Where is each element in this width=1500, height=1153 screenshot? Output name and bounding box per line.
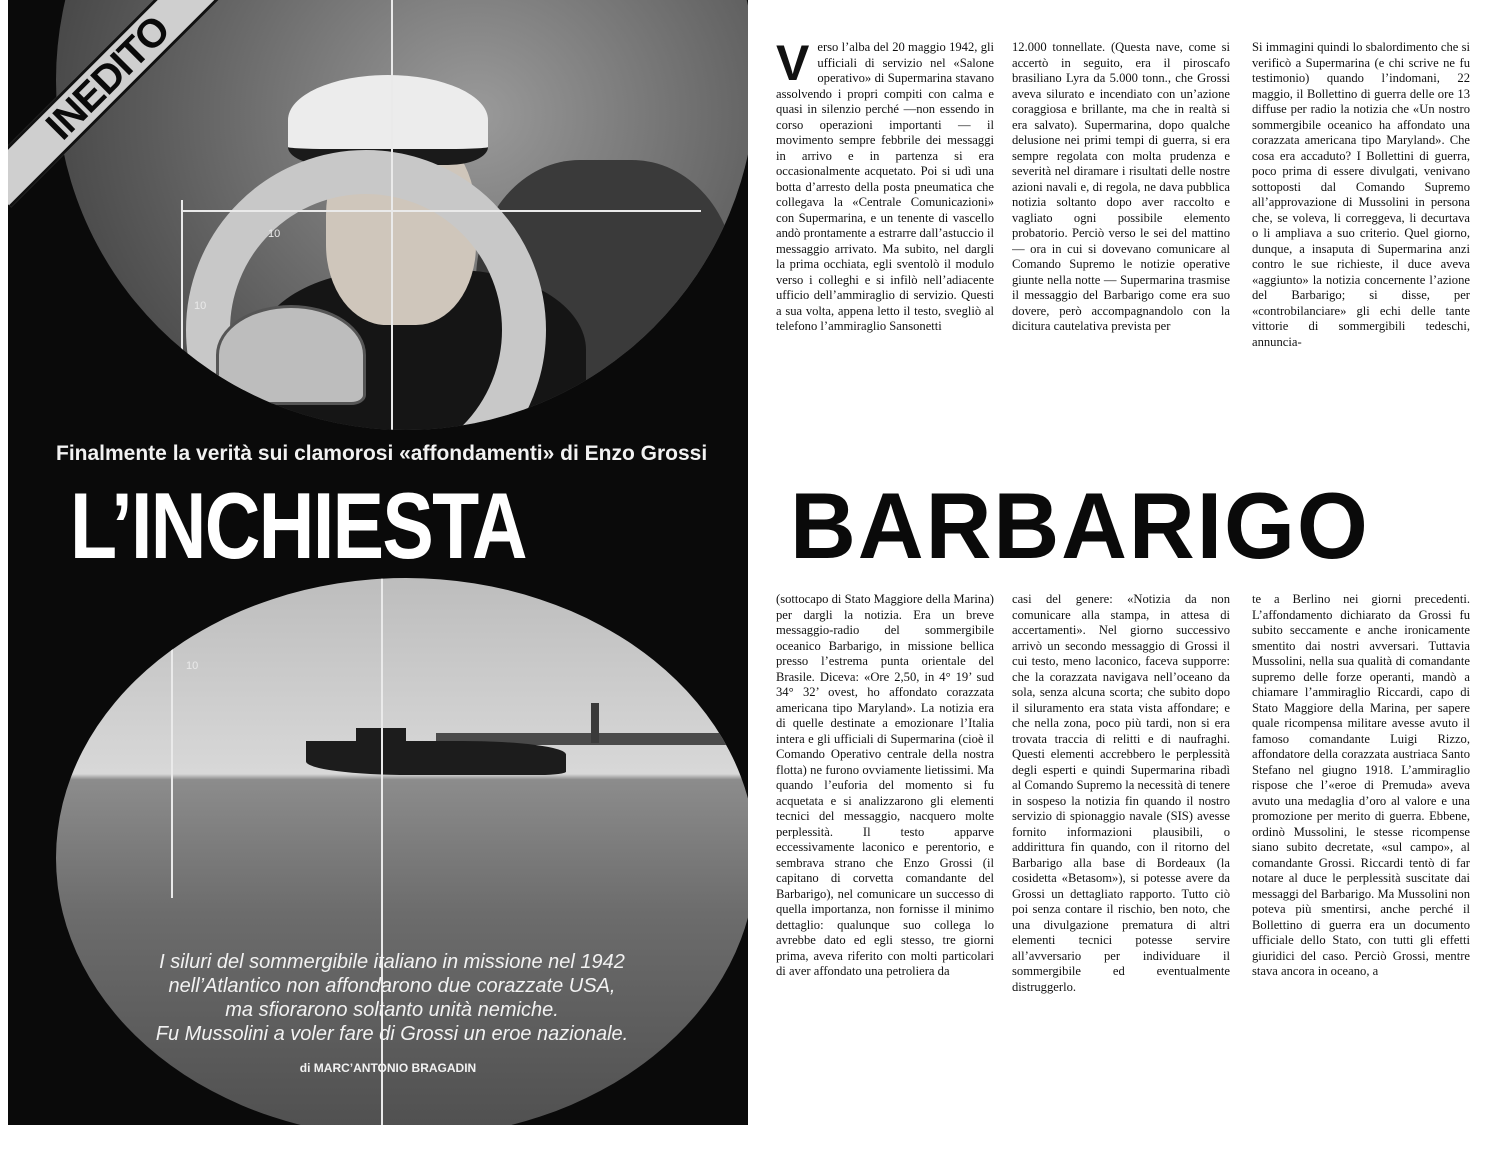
column-text: casi del genere: «Notizia da non comunicare alla stampa, in attesa di accertamenti». Nel giorno successivo arrivò un secondo messaggio di Grossi il cui testo, meno laconico, faceva supporre: che la corazzata navigava nell’oceano da sola, senza alcuna scorta; che subito dopo il siluramento era stata vista affondare; e che nella zona, poco più tardi, non si era trovata traccia di relitti e di naufraghi. Questi elementi accrebbero le perplessità degli esperti e quindi Supermarina ribadì al Comando Supremo la necessità di tenere in sospeso la notizia fin quando il nostro servizio di spionaggio navale (SIS) avesse fornito informazioni plausibili, o addirittura fin quando, con il ritorno del Barbarigo alla base di Bordeaux (la cosidetta «Betasom»), si potesse avere da Grossi un dettagliato rapporto. Tutto ciò poi senza contare il rischio, ben noto, che una divulgazione prematura di altri elementi tecnici potesse servire all’avversario per individuare il sommergibile ed eventualmente distruggerlo. <box>1012 592 1230 994</box>
column-text: Si immagini quindi lo sbalordimento che si verificò a Supermarina (e chi scrive ne fu testimonio) quando l’indomani, 22 maggio, il Bollettino di guerra delle ore 13 diffuse per radio la notizia che «Un nostro sommergibile oceanico ha affondato una corazzata americana tipo Maryland». Che cosa era accaduto? I Bollettini di guerra, poco prima di essere divulgati, venivano sottoposti dal Comando Supremo all’approvazione di Mussolini in persona che, se voleva, li correggeva, li decurtava o li ampliava a suo criterio. Quel giorno, dunque, a insaputa di Supermarina anzi contro le sue richieste, il duce aveva «aggiunto» la notizia concernente l’azione del Barbarigo; si disse, per «controbilanciare» gli echi delle tante vittorie di sommergibili tedeschi, annuncia- <box>1252 40 1470 349</box>
crosshair-scale <box>181 200 183 430</box>
text-column-3 <box>1252 40 1470 460</box>
drop-cap: V <box>776 40 810 91</box>
photo-submarine <box>306 741 566 775</box>
text-column-1 <box>776 40 994 460</box>
text-column-2 <box>1012 40 1230 460</box>
column-text: (sottocapo di Stato Maggiore della Marina) per dargli la notizia. Era un breve messaggio-radio del sommergibile oceanico Barbarigo, in missione bellica presso l’estrema punta orientale del Brasile. Diceva: «Ore 2,50, in 4° 19’ sud 34° 32’ ovest, ho affondato corazzata americana tipo Maryland». La notizia era di quelle destinate a emozionare l’Italia intera e gli ufficiali di Supermarina (cioè il Comando Operativo centrale della nostra flotta) ne furono ovviamente lietissimi. Ma quando l’euforia del momento si fu acquetata e si analizzarono gli elementi tecnici del messaggio, nacquero molte perplessità. Il testo apparve eccessivamente laconico e perentorio, e sembrava strano che Enzo Grossi (il capitano di corvetta comandante del Barbarigo), nel comunicare un successo di quella importanza, non fornisse il minimo dettaglio: qualunque suo collega lo avrebbe dato ed egli stesso, tre giorni prima, aveva riferito con molti particolari di aver affondato una petroliera da <box>776 592 994 978</box>
text-column-6 <box>1252 592 1470 1144</box>
headline-right: BARBARIGO <box>790 473 1370 578</box>
headline-left: L’INCHIESTA <box>70 473 526 578</box>
inedito-text: INEDITO <box>37 7 178 148</box>
article-deck <box>62 950 722 1046</box>
byline: di MARC’ANTONIO BRAGADIN <box>299 1061 477 1075</box>
column-text: 12.000 tonnellate. (Questa nave, come si accertò in seguito, era il piroscafo brasiliano Lyra da 5.000 tonn., che Grossi aveva silurato e incendiato con un’azione coraggiosa e brillante, ma che in realtà si era salvato). Supermarina, dopo qualche delusione nei primi tempi di guerra, si era sempre regolata con molta prudenza e severità nel diramare i risultati delle nostre azioni navali e, di regola, ne dava pubblica notizia soltanto dopo aver raccolto e vagliato ogni possibile elemento probatorio. Perciò verso le sei del mattino — ora in cui si dovevano comunicare al Comando Supremo le notizie operative giunte nella notte — Supermarina trasmise il messaggio del Barbarigo come era suo dovere, però accompagnandolo con la dicitura cautelativa prevista per <box>1012 40 1230 333</box>
right-page <box>752 0 1500 1153</box>
photo-hatch <box>216 305 366 405</box>
deck-line: ma sfiorarono soltanto unità nemiche. <box>225 999 559 1021</box>
officer-photo <box>56 0 748 430</box>
crosshair-label: 10 <box>194 300 207 312</box>
deck-line: nell’Atlantico non affondarono due corazzate USA, <box>168 975 616 997</box>
crosshair-label: 10 <box>186 660 199 672</box>
crosshair-scale <box>171 578 173 898</box>
text-column-5 <box>1012 592 1230 1144</box>
left-page <box>8 0 748 1125</box>
article-kicker: Finalmente la verità sui clamorosi «affondamenti» di Enzo Grossi <box>56 442 708 465</box>
deck-line: I siluri del sommergibile italiano in missione nel 1942 <box>159 951 625 973</box>
crosshair-vertical <box>391 0 393 430</box>
crosshair-label: 10 <box>268 228 281 240</box>
crosshair-horizontal <box>181 210 701 212</box>
column-text: te a Berlino nei giorni precedenti. L’affondamento dichiarato da Grossi fu subito seccamente e anche ironicamente smentito dai nostri avversari. Tuttavia Mussolini, nella sua qualità di comandante supremo delle forze operanti, mandò a chiamare l’ammiraglio Riccardi, capo di Stato Maggiore della Marina, per sapere quale ricompensa militare avesse avuto il famoso comandante Luigi Rizzo, affondatore della corazzata austriaca Santo Stefano nel giugno 1918. L’ammiraglio rispose che l’«eroe di Premuda» aveva avuto una medaglia d’oro al valore e una promozione per merito di guerra. Ebbene, ordinò Mussolini, le stesse ricompense siano subito decretate, «sul campo», al comandante Grossi. Riccardi tentò di far notare al duce le perplessità suscitate dai messaggi del Barbarigo. Ma Mussolini non poteva più smentirsi, anche perché il Bollettino di guerra era un documento ufficiale dello Stato, con tutti gli effetti giuridici del caso. Perciò Grossi, mentre stava ancora in oceano, a <box>1252 592 1470 978</box>
text-column-4 <box>776 592 994 1144</box>
column-text: erso l’alba del 20 maggio 1942, gli ufficiali di servizio nel «Salone operativo» di Supermarina stavano assolvendo i propri compiti con calma e quasi in silenzio perché —non essendo in corso operazioni importanti — il movimento sempre febbrile dei messaggi in arrivo e in partenza si era occasionalmente acquetato. Poi si udì una botta d’arresto della posta pneumatica che collegava la «Centrale Comunicazioni» con Supermarina, e un tenente di vascello andò prontamente a estrarre dall’astuccio il messaggio arrivato. Ma subito, nel dargli la prima occhiata, egli sventolò il modulo verso i colleghi e si infilò nell’adiacente ufficio dell’ammiraglio di servizio. Questi a sua volta, appena letto il testo, svegliò al telefono l’ammiraglio Sansonetti <box>776 40 994 333</box>
deck-line: Fu Mussolini a voler fare di Grossi un eroe nazionale. <box>155 1023 629 1045</box>
photo-mast <box>591 703 599 743</box>
